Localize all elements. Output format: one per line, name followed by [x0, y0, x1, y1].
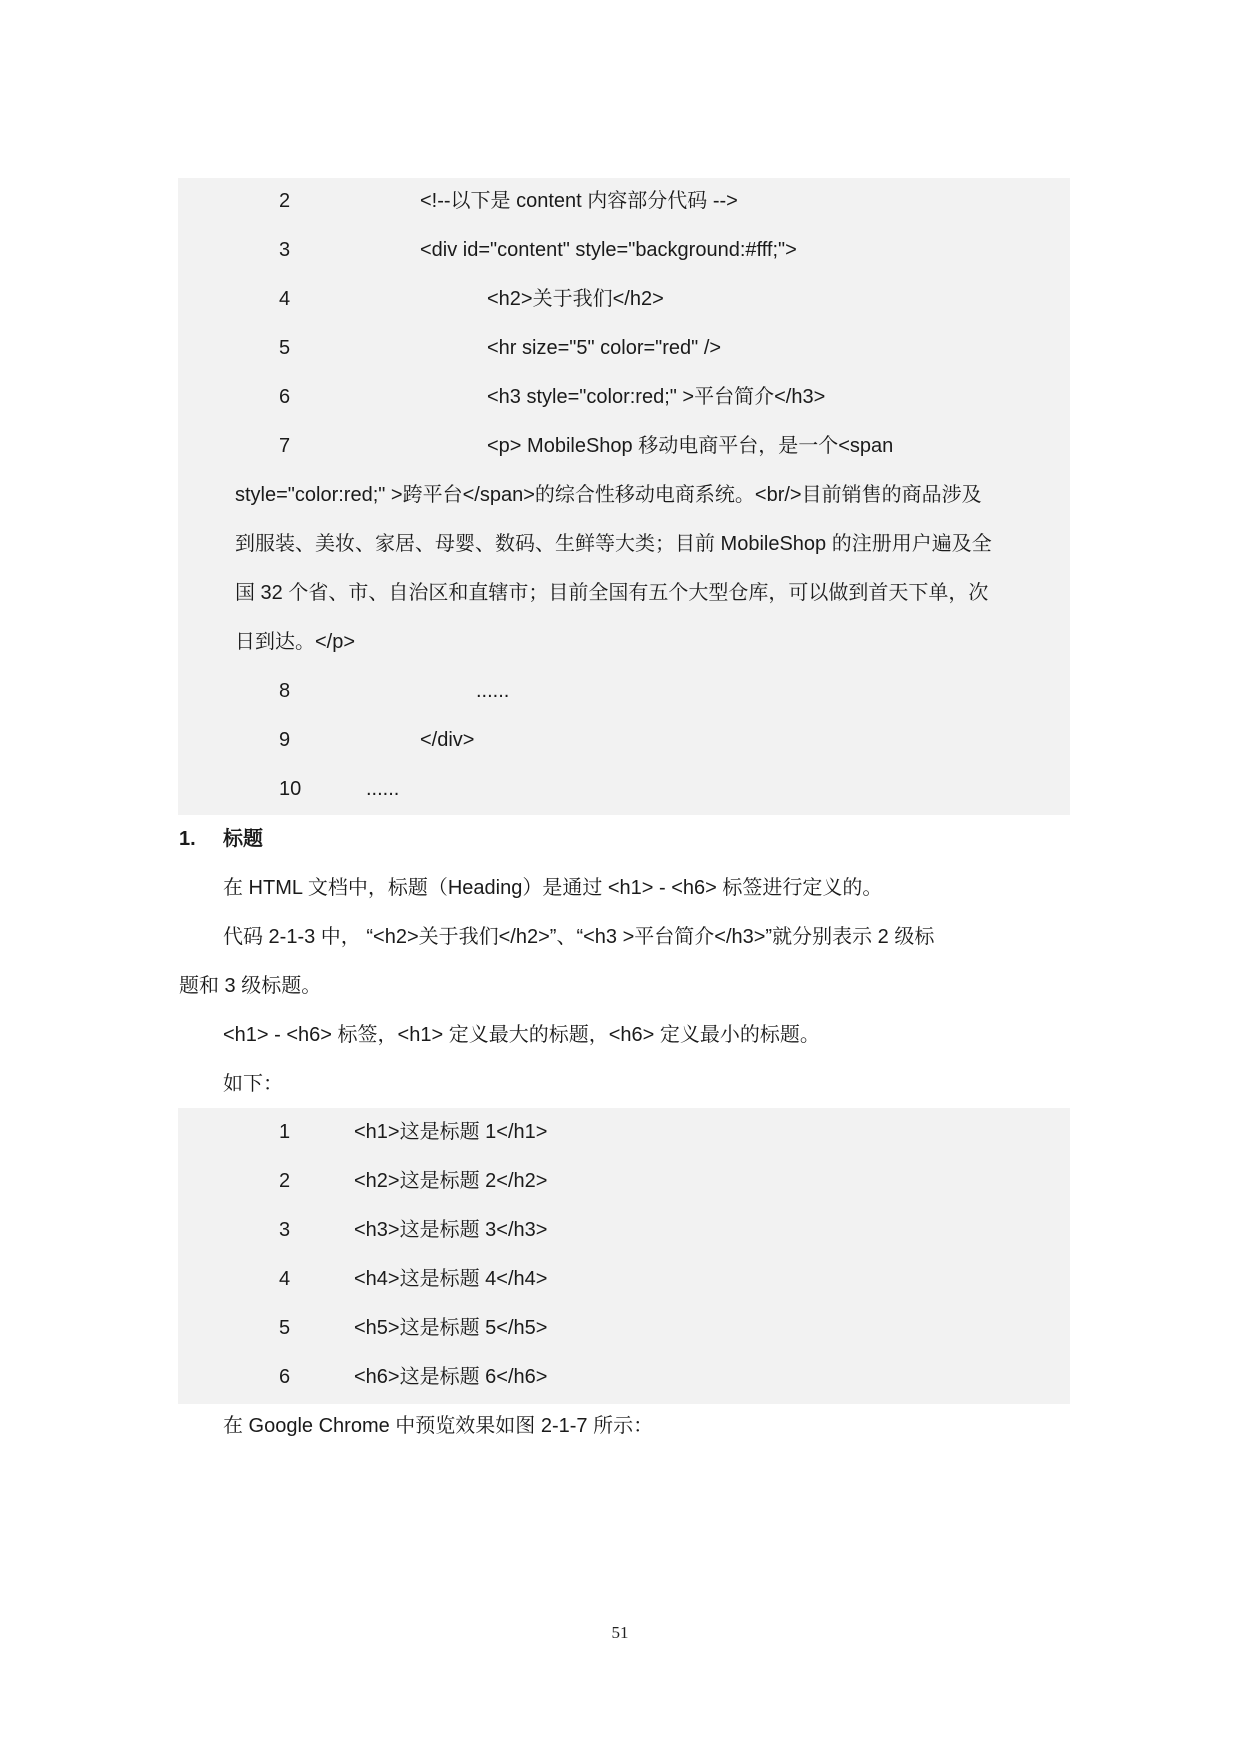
line-number: 7 [279, 435, 291, 457]
paragraph: 代码 2-1-3 中， “<h2>关于我们</h2>”、“<h3 >平台简介</h3>”就分别表示 2 级标 [223, 926, 935, 948]
paragraph: 在 HTML 文档中，标题（Heading）是通过 <h1> - <h6> 标签进行定义的。 [223, 877, 883, 899]
line-number: 5 [279, 1317, 291, 1339]
line-number: 8 [279, 680, 291, 702]
line-number: 9 [279, 729, 291, 751]
code-line-continuation: 到服装、美妆、家居、母婴、数码、生鲜等大类；目前 MobileShop 的注册用户遍及全 [235, 533, 992, 555]
code-line-continuation: 国 32 个省、市、自治区和直辖市；目前全国有五个大型仓库，可以做到首天下单，次 [235, 582, 989, 604]
code-line: <h4>这是标题 4</h4> [354, 1268, 548, 1290]
paragraph: <h1> - <h6> 标签，<h1> 定义最大的标题，<h6> 定义最小的标题。 [223, 1024, 820, 1046]
line-number: 4 [279, 288, 291, 310]
code-line: ...... [476, 680, 510, 702]
section-number: 1. [179, 828, 196, 850]
code-line: </div> [420, 729, 475, 751]
code-line: <hr size="5" color="red" /> [487, 337, 722, 359]
code-line: <h2>关于我们</h2> [487, 288, 664, 310]
paragraph: 题和 3 级标题。 [179, 975, 322, 997]
code-line-continuation: style="color:red;" >跨平台</span>的综合性移动电商系统。<br/>目前销售的商品涉及 [235, 484, 982, 506]
line-number: 5 [279, 337, 291, 359]
code-line: <h3>这是标题 3</h3> [354, 1219, 548, 1241]
line-number: 3 [279, 239, 291, 261]
line-number: 4 [279, 1268, 291, 1290]
line-number: 2 [279, 1170, 291, 1192]
code-line: <h1>这是标题 1</h1> [354, 1121, 548, 1143]
page-number: 51 [611, 1623, 629, 1642]
code-line: <div id="content" style="background:#fff;"> [420, 239, 797, 261]
section-heading [179, 827, 263, 851]
paragraph: 在 Google Chrome 中预览效果如图 2-1-7 所示： [223, 1415, 654, 1437]
code-line-continuation: 日到达。</p> [235, 631, 356, 653]
code-line: <h3 style="color:red;" >平台简介</h3> [487, 386, 826, 408]
code-block [178, 1108, 1070, 1404]
paragraph: 如下： [223, 1073, 283, 1095]
code-line: <p> MobileShop 移动电商平台，是一个<span [487, 435, 894, 457]
code-line: <!--以下是 content 内容部分代码 --> [420, 190, 738, 212]
line-number: 1 [279, 1121, 291, 1143]
section-title: 标题 [223, 828, 263, 850]
code-line: ...... [366, 778, 400, 800]
code-line: <h2>这是标题 2</h2> [354, 1170, 548, 1192]
line-number: 2 [279, 190, 291, 212]
line-number: 6 [279, 1366, 291, 1388]
code-line: <h5>这是标题 5</h5> [354, 1317, 548, 1339]
line-number: 6 [279, 386, 291, 408]
line-number: 3 [279, 1219, 291, 1241]
line-number: 10 [279, 778, 302, 800]
code-line: <h6>这是标题 6</h6> [354, 1366, 548, 1388]
